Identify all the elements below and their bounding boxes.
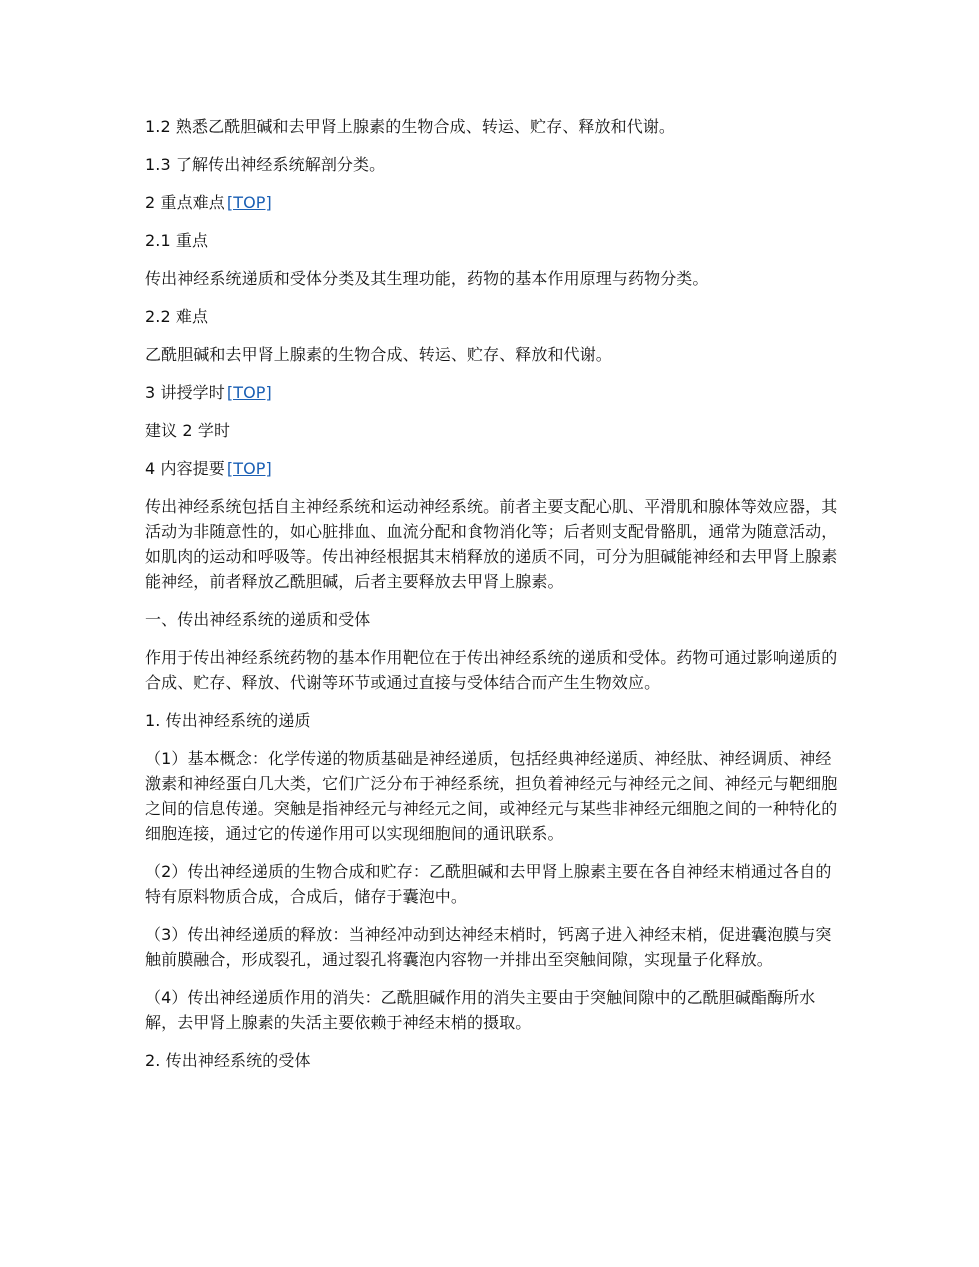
document-body	[145, 114, 839, 1086]
heading-key-points: 2.1 重点	[145, 231, 209, 250]
heading-transmitters: 1. 传出神经系统的递质	[145, 711, 311, 730]
heading-text: 3 讲授学时	[145, 383, 225, 402]
paragraph-item-3: （3）传出神经递质的释放：当神经冲动到达神经末梢时，钙离子进入神经末梢，促进囊泡膜与突触前膜融合，形成裂孔，通过裂孔将囊泡内容物一并排出至突触间隙，实现量子化释放。	[145, 925, 832, 969]
heading-content-summary	[145, 456, 839, 481]
heading-section-one: 一、传出神经系统的递质和受体	[145, 610, 371, 629]
paragraph-item-4: （4）传出神经递质作用的消失：乙酰胆碱作用的消失主要由于突触间隙中的乙酰胆碱酯酶所水解，去甲肾上腺素的失活主要依赖于神经末梢的摄取。	[145, 988, 816, 1032]
top-link[interactable]: [TOP]	[226, 193, 272, 212]
paragraph-item-2: （2）传出神经递质的生物合成和贮存：乙酰胆碱和去甲肾上腺素主要在各自神经末梢通过各自的特有原料物质合成，合成后，储存于囊泡中。	[145, 862, 832, 906]
heading-text: 4 内容提要	[145, 459, 225, 478]
paragraph-objective-1-3: 1.3 了解传出神经系统解剖分类。	[145, 155, 386, 174]
heading-text: 2 重点难点	[145, 193, 225, 212]
paragraph-objective-1-2: 1.2 熟悉乙酰胆碱和去甲肾上腺素的生物合成、转运、贮存、释放和代谢。	[145, 117, 676, 136]
paragraph-summary: 传出神经系统包括自主神经系统和运动神经系统。前者主要支配心肌、平滑肌和腺体等效应器，其活动为非随意性的，如心脏排血、血流分配和食物消化等；后者则支配骨骼肌，通常为随意活动，如肌肉的运动和呼吸等。传出神经根据其末梢释放的递质不同，可分为胆碱能神经和去甲肾上腺素能神经，前者释放乙酰胆碱，后者主要释放去甲肾上腺素。	[145, 497, 838, 591]
top-link[interactable]: [TOP]	[226, 459, 272, 478]
heading-key-difficult-points	[145, 190, 839, 215]
paragraph-teaching-hours: 建议 2 学时	[145, 421, 231, 440]
paragraph-item-1: （1）基本概念：化学传递的物质基础是神经递质，包括经典神经递质、神经肽、神经调质、神经激素和神经蛋白几大类，它们广泛分布于神经系统，担负着神经元与神经元之间、神经元与靶细胞之间的信息传递。突触是指神经元与神经元之间，或神经元与某些非神经元细胞之间的一种特化的细胞连接，通过它的传递作用可以实现细胞间的通讯联系。	[145, 749, 838, 843]
top-link[interactable]: [TOP]	[226, 383, 272, 402]
paragraph-key-points: 传出神经系统递质和受体分类及其生理功能，药物的基本作用原理与药物分类。	[145, 269, 709, 288]
heading-teaching-hours	[145, 380, 839, 405]
paragraph-difficult-points: 乙酰胆碱和去甲肾上腺素的生物合成、转运、贮存、释放和代谢。	[145, 345, 612, 364]
paragraph-section-one-intro: 作用于传出神经系统药物的基本作用靶位在于传出神经系统的递质和受体。药物可通过影响递质的合成、贮存、释放、代谢等环节或通过直接与受体结合而产生生物效应。	[145, 648, 838, 692]
heading-difficult-points: 2.2 难点	[145, 307, 209, 326]
heading-receptors: 2. 传出神经系统的受体	[145, 1051, 311, 1070]
